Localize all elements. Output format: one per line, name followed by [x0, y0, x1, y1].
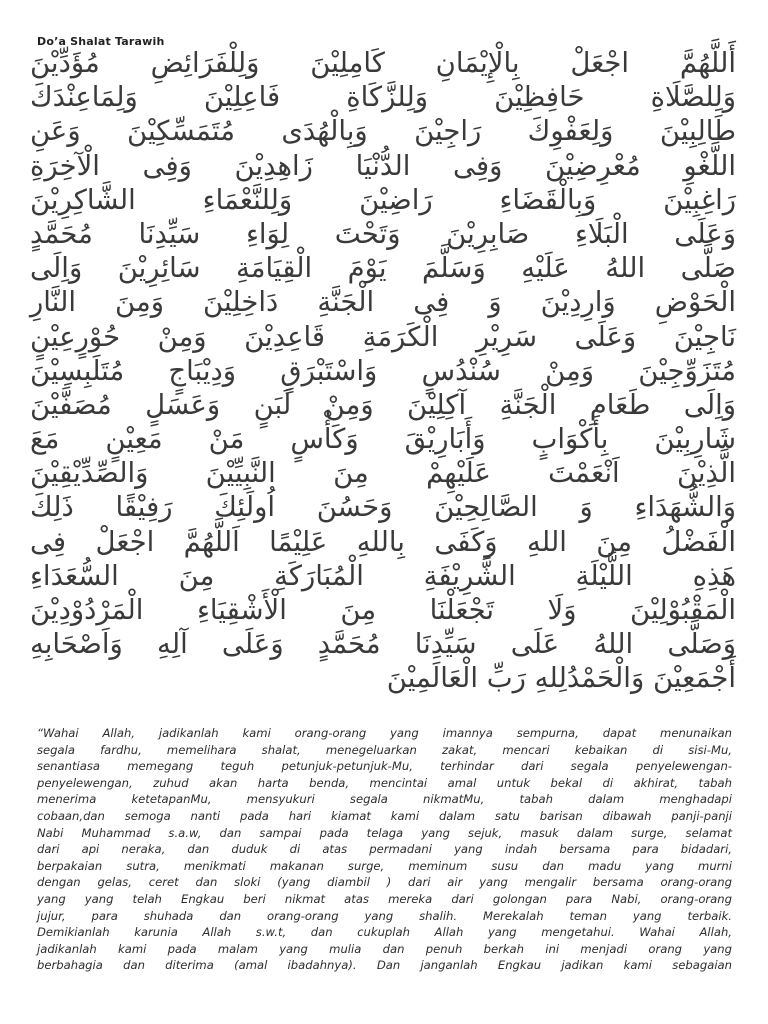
arabic-prayer-text [30, 46, 736, 696]
translation-line: jadikanlah kami pada malam yang mulia dan penuh berkah ini menjadi orang yang [37, 941, 732, 956]
translation-line: yang yang telah Engkau beri nikmat atas mereka dari golongan para Nabi, orang-orang [37, 891, 732, 906]
arabic-line: شَارِبِيْنَ بِأَكْوَابٍ وَأَبَارِيْقَ وَكَأْسٍ مَنْ مَعِيْنٍ مَعَ [30, 423, 736, 456]
translation-text [37, 725, 732, 974]
arabic-line: اللَّغْوِ مُعْرِضِيْنَ وَفِى الدُّنْيَا زَاهِدِيْنَ وَفِى الْآخِرَةِ [30, 149, 736, 182]
arabic-line: طَالِبِيْنَ وَلِعَفْوِكَ رَاجِيْنَ وَبِالْهُدَى مُتَمَسِّكِيْنَ وَعَنِ [30, 115, 736, 148]
arabic-line: الَّذِيْنَ اَنْعَمْتَ عَلَيْهِمْ مِنَ النَّبِيِّيْنَ وَالصِّدِّيْقِيْنَ [30, 457, 736, 490]
translation-line: dengan gelas, ceret dan sloki (yang diambil ) dari air yang mengalir bersama orang-orang [37, 875, 732, 890]
translation-line: senantiasa memegang teguh petunjuk-petunjuk-Mu, terhindar dari segala penyelewengan- [37, 759, 732, 774]
arabic-line: وَالشُّهَدَاءِ وَ الصَّالِحِيْنَ وَحَسُنَ اُولَئِكَ رَفِيْقًا ذَلِكَ [30, 491, 736, 524]
translation-line: jujur, para shuhada dan orang-orang yang shalih. Merekalah teman yang terbaik. [37, 908, 732, 923]
translation-line: “Wahai Allah, jadikanlah kami orang-orang yang imannya sempurna, dapat menunaikan [37, 726, 732, 740]
arabic-line: وَعَلَى الْبَلَاءِ صَابِرِيْنَ وَتَحْتَ لِوَاءِ سَيِّدِنَا مُحَمَّدٍ [30, 217, 736, 250]
translation-line: Demikianlah karunia Allah s.w.t, dan cukuplah Allah yang mengetahui. Wahai Allah, [37, 925, 732, 940]
arabic-line: صَلَّى اللهُ عَلَيْهِ وَسَلَّمَ يَوْمَ الْقِيَامَةِ سَائِرِيْنَ وَاِلَى [30, 252, 736, 285]
arabic-line: وَصَلَّى اللهُ عَلَى سَيِّدِنَا مُحَمَّدٍ وَعَلَى آلِهِ وَاَصْحَابِهِ [30, 628, 736, 661]
arabic-line: الْفَضْلُ مِنَ اللهِ وَكَفَى بِاللهِ عَلِيْمًا اَللَّهُمَّ اجْعَلْ فِى [30, 525, 736, 558]
arabic-line: الْمَقْبُوْلِيْنَ وَلَا تَجْعَلْنَا مِنَ الْأَشْقِيَاءِ الْمَرْدُوْدِيْنَ [30, 594, 736, 626]
translation-line: menerima ketetapanMu, mensyukuri segala nikmatMu, tabah dalam menghadapi [37, 792, 732, 807]
arabic-line: وَلِلصَّلَاةِ حَافِظِيْنَ وَلِلزَّكَاةِ فَاعِلِيْنَ وَلِمَاعِنْدَكَ [30, 81, 736, 114]
translation-line: Nabi Muhammad s.a.w, dan sampai pada telaga yang sejuk, masuk dalam surge, selamat [37, 825, 732, 840]
arabic-line: نَاجِيْنَ وَعَلَى سَرِيْرِ الْكَرَمَةِ قَاعِدِيْنَ وَمِنْ حُوْرٍعِيْنٍ [30, 320, 736, 353]
translation-line: dari api neraka, dan duduk di atas permadani yang indah bersama para bidadari, [37, 842, 732, 857]
arabic-line: مُتَزَوِّجِيْنَ وَمِنْ سُنْدُسٍ وَاسْتَبْرَقٍ وَدِيْبَاجٍ مُتَلَبِسِيْنَ [30, 354, 736, 387]
arabic-line: الْحَوْضِ وَارِدِيْنَ وَ فِى الْجَنَّةِ دَاخِلِيْنَ وَمِنَ النَّارِ [30, 286, 736, 319]
translation-line: penyelewengan, zuhud akan harta benda, mencintai amal untuk bekal di akhirat, tabah [37, 775, 732, 790]
translation-line: cobaan,dan semoga nanti pada hari kiamat kami dalam satu barisan dibawah panji-panji [37, 808, 732, 823]
translation-line: segala fardhu, memelihara shalat, menegeluarkan zakat, mencari kebaikan di sisi-Mu, [37, 742, 732, 757]
translation-line: berpakaian sutra, menikmati makanan surge, meminum susu dan madu yang murni [37, 858, 732, 873]
arabic-line: أَجْمَعِيْنَ وَالْحَمْدُلِلهِ رَبِّ الْعَالَمِيْنَ [386, 662, 736, 695]
arabic-line: وَاِلَى طَعَامِ الْجَنَّةِ آكِلِيْنَ وَمِنْ لَبَنٍ وَعَسَلٍ مُصَفَّيْنَ [30, 388, 736, 421]
arabic-line: رَاغِبِيْنَ وَبِالْقَضَاءِ رَاضِيْنَ وَلِلنَّعْمَاءِ الشَّاكِرِيْنَ [30, 183, 736, 216]
arabic-line: أَللَّهُمَّ اجْعَلْ بِالْإِيْمَانِ كَامِلِيْنَ وَلِلْفَرَائِضِ مُؤَدِّيْنَ [30, 47, 736, 79]
document-title: Do’a Shalat Tarawih [37, 35, 165, 48]
translation-line: berbahagia dan diterima (amal ibadahnya). Dan janganlah Engkau jadikan kami sebagaian [37, 958, 732, 973]
arabic-line: هَذِهِ اللَّيْلَةِ الشَّرِيْفَةِ الْمُبَارَكَةِ مِنَ السُّعَدَاءِ [30, 559, 736, 592]
